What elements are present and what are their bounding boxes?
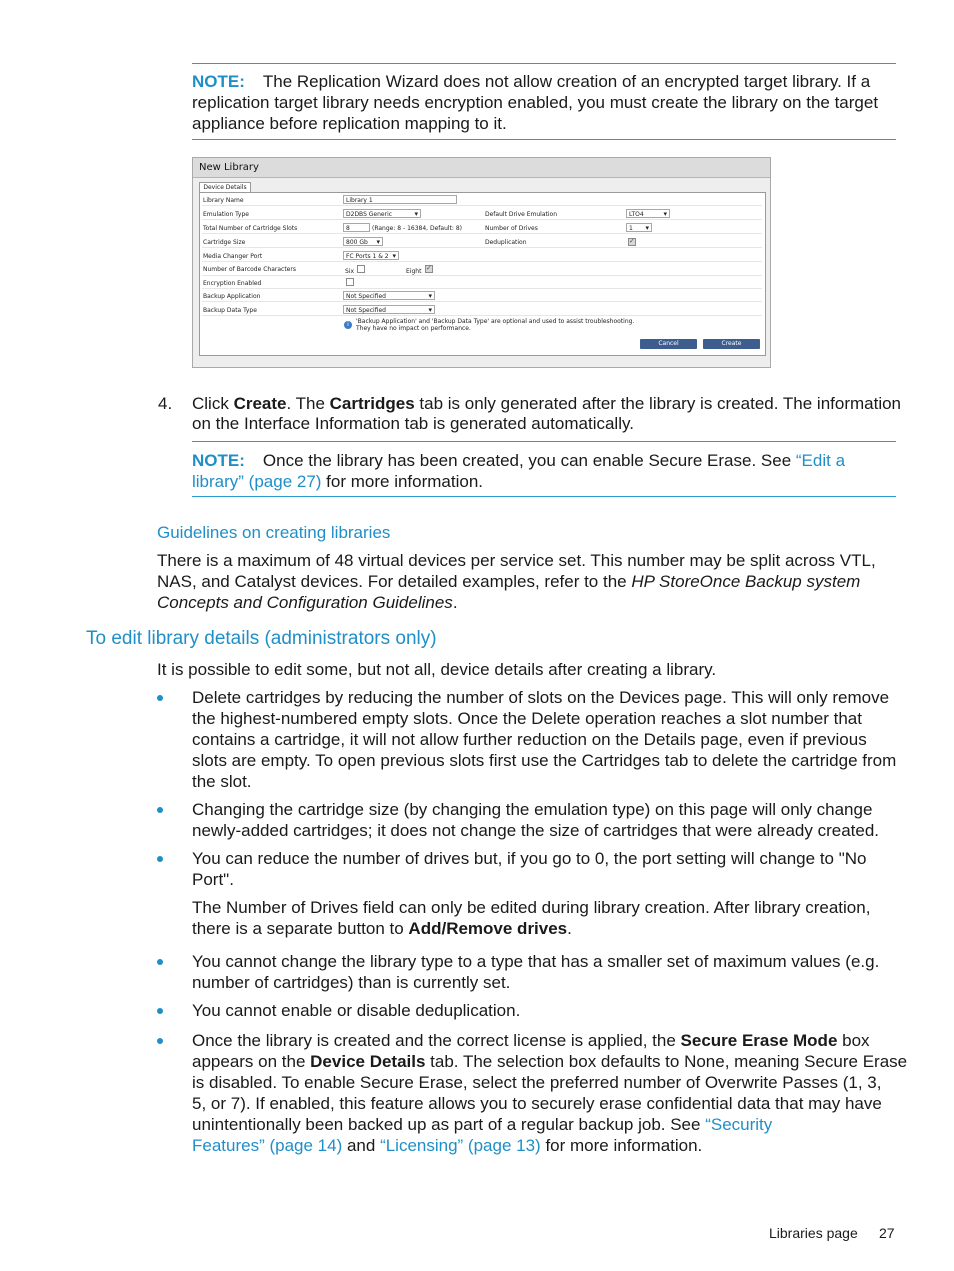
backup-data-type-label: Backup Data Type xyxy=(203,307,257,314)
note-text: appliance before replication mapping to it. xyxy=(192,114,507,133)
guidelines-text: There is a maximum of 48 virtual devices per service set. This number may be split across VTL, xyxy=(157,551,876,570)
barcode-eight-checkbox[interactable] xyxy=(425,265,433,273)
note-label: NOTE: xyxy=(192,72,245,91)
paragraph: there is a separate button to Add/Remove drives. xyxy=(192,919,572,938)
intro-text: It is possible to edit some, but not all, device details after creating a library. xyxy=(157,660,717,679)
encryption-checkbox[interactable] xyxy=(346,278,354,286)
guidelines-heading: Guidelines on creating libraries xyxy=(157,523,391,542)
backup-application-label: Backup Application xyxy=(203,293,261,300)
media-changer-port-select[interactable]: FC Ports 1 & 2 ▾ xyxy=(343,251,399,260)
emulation-type-select[interactable]: D2DBS Generic ▾ xyxy=(343,209,421,218)
encryption-label: Encryption Enabled xyxy=(203,280,262,287)
step-text: on the Interface Information tab is generated automatically. xyxy=(192,414,634,433)
default-drive-emulation-select[interactable]: LTO4 ▾ xyxy=(626,209,670,218)
cartridges-bold: Cartridges xyxy=(329,394,415,413)
bullet-icon xyxy=(157,1038,163,1044)
note-label: NOTE: xyxy=(192,451,245,470)
create-button[interactable]: Create xyxy=(703,339,760,349)
tab-device-details[interactable]: Device Details xyxy=(199,182,251,193)
guidelines-text: NAS, and Catalyst devices. For detailed examples, refer to the HP StoreOnce Backup system xyxy=(157,572,861,591)
security-features-link[interactable]: “Security xyxy=(705,1115,773,1134)
backup-application-select[interactable]: Not Specified ▾ xyxy=(343,291,435,300)
library-name-label: Library Name xyxy=(203,197,244,204)
note-text: The Replication Wizard does not allow creation of an encrypted target library. If a xyxy=(262,72,871,91)
info-text: 'Backup Application' and 'Backup Data Type' are optional and used to assist troubleshooting. xyxy=(356,318,635,325)
page-number: 27 xyxy=(879,1225,895,1241)
note-box xyxy=(192,63,896,140)
deduplication-label: Deduplication xyxy=(485,239,527,246)
barcode-characters-label: Number of Barcode Characters xyxy=(203,266,296,273)
backup-data-type-select[interactable]: Not Specified ▾ xyxy=(343,305,435,314)
step-number: 4. xyxy=(158,394,173,413)
cartridge-size-select[interactable]: 800 Gb ▾ xyxy=(343,237,383,246)
licensing-link[interactable]: “Licensing” (page 13) xyxy=(380,1136,541,1155)
note-text: replication target library needs encryption enabled, you must create the library on the target xyxy=(192,93,879,112)
bullet-icon xyxy=(157,1008,163,1014)
guidelines-text: Concepts and Configuration Guidelines. xyxy=(157,593,458,612)
media-changer-port-label: Media Changer Port xyxy=(203,253,263,260)
info-icon: i xyxy=(344,321,352,329)
create-bold: Create xyxy=(233,394,287,413)
number-of-drives-label: Number of Drives xyxy=(485,225,538,232)
total-slots-input[interactable]: 8 xyxy=(343,223,370,232)
total-slots-label: Total Number of Cartridge Slots xyxy=(203,225,298,232)
security-features-link[interactable]: Features” (page 14) xyxy=(192,1136,343,1155)
edit-library-link[interactable]: “Edit a xyxy=(795,451,846,470)
paragraph: The Number of Drives field can only be edited during library creation. After library creation, xyxy=(192,898,871,917)
library-name-input[interactable]: Library 1 xyxy=(343,195,457,204)
barcode-six-checkbox[interactable] xyxy=(357,265,365,273)
barcode-six-label: Six xyxy=(345,268,355,275)
dialog-title: New Library xyxy=(193,158,770,178)
new-library-dialog-screenshot xyxy=(192,157,771,368)
note-box: NOTE: Once the library has been created, you can enable Secure Erase. See “Edit a library” (page 27) for more information. xyxy=(192,441,896,497)
total-slots-hint: (Range: 8 - 16384, Default: 8) xyxy=(372,225,462,232)
deduplication-checkbox[interactable] xyxy=(628,238,636,246)
barcode-eight-label: Eight xyxy=(406,268,422,275)
bullet-icon xyxy=(157,959,163,965)
bullet-icon xyxy=(157,695,163,701)
section-heading: To edit library details (administrators only) xyxy=(86,628,437,649)
step-text: Click Create. The Cartridges tab is only generated after the library is created. The information xyxy=(192,394,902,413)
edit-library-link[interactable]: library” (page 27) xyxy=(192,472,322,491)
info-text: They have no impact on performance. xyxy=(356,325,471,332)
number-of-drives-select[interactable]: 1 ▾ xyxy=(626,223,652,232)
footer-section: Libraries page xyxy=(769,1225,858,1241)
device-details-panel xyxy=(199,192,766,356)
cartridge-size-label: Cartridge Size xyxy=(203,239,246,246)
cancel-button[interactable]: Cancel xyxy=(640,339,697,349)
bullet-icon xyxy=(157,807,163,813)
emulation-type-label: Emulation Type xyxy=(203,211,249,218)
bullet-icon xyxy=(157,856,163,862)
default-drive-emulation-label: Default Drive Emulation xyxy=(485,211,558,218)
